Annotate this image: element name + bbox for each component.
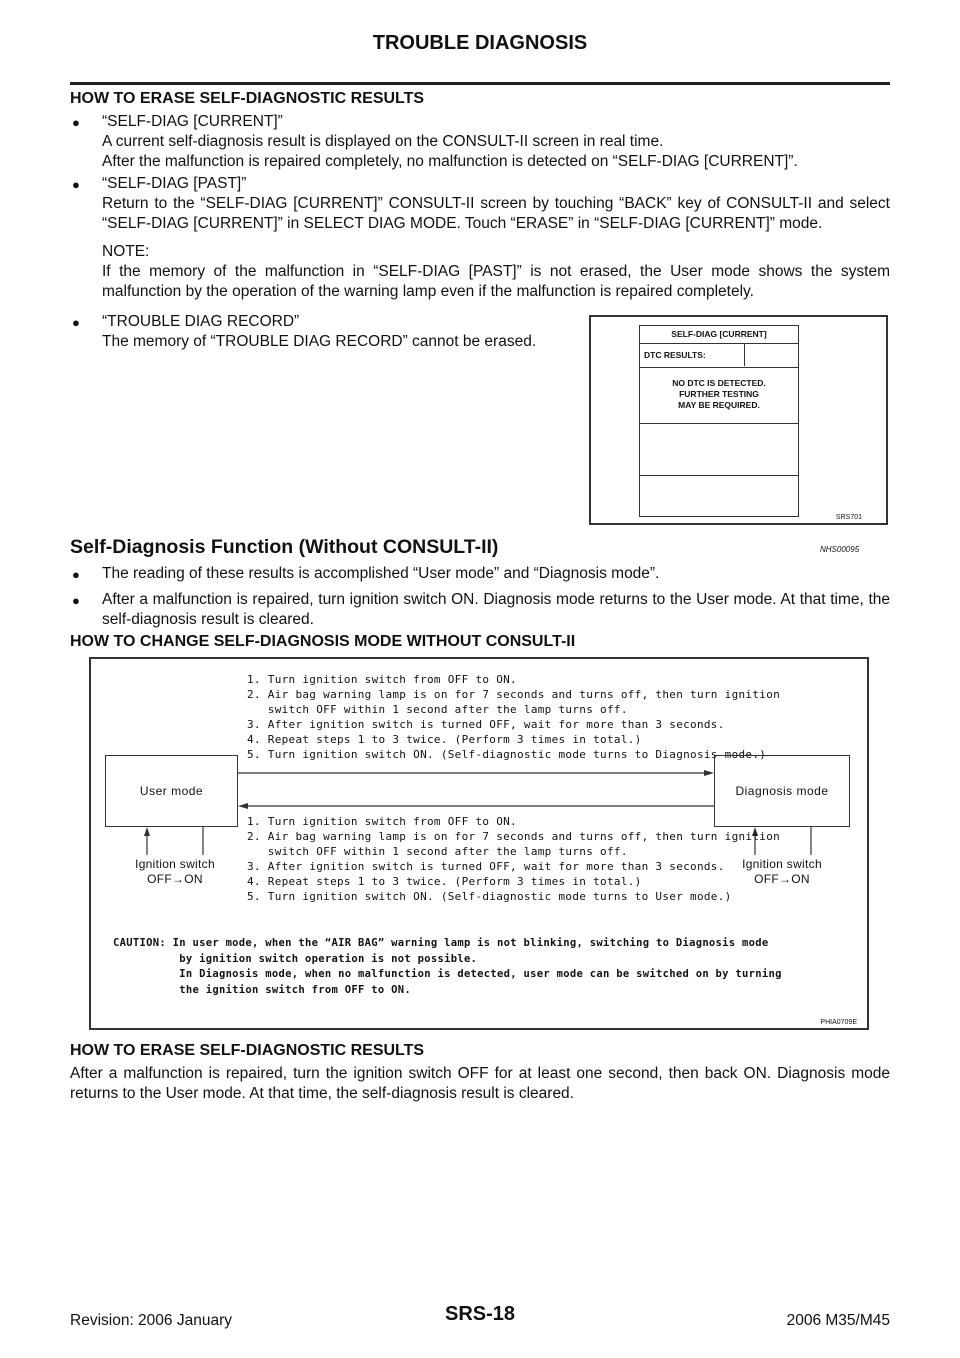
step-line: 3. After ignition switch is turned OFF, wait for more than 3 seconds. <box>247 860 725 873</box>
bullet-self-diag-current <box>102 112 890 172</box>
arrow-right-icon <box>704 770 714 776</box>
footer-model: 2006 M35/M45 <box>786 1312 890 1329</box>
step-line: switch OFF within 1 second after the lamp turns off. <box>247 845 628 858</box>
caution-line: CAUTION: In user mode, when the “AIR BAG” warning lamp is not blinking, switching to Diagnosis mode <box>113 937 769 949</box>
step-line: 4. Repeat steps 1 to 3 twice. (Perform 3 times in total.) <box>247 733 642 746</box>
caution-note <box>113 936 782 998</box>
bullet-icon: ● <box>72 315 80 330</box>
step-line: 2. Air bag warning lamp is on for 7 seconds and turns off, then turn ignition <box>247 688 781 701</box>
bullet-line: A current self-diagnosis result is displayed on the CONSULT-II screen in real time. <box>102 133 664 150</box>
step-line: 3. After ignition switch is turned OFF, wait for more than 3 seconds. <box>247 718 725 731</box>
section-heading-change-mode: HOW TO CHANGE SELF-DIAGNOSIS MODE WITHOUT CONSULT-II <box>70 633 576 650</box>
bullet-line: After the malfunction is repaired completely, no malfunction is detected on “SELF-DIAG [CURRENT]”. <box>102 153 798 170</box>
arrow-up-icon <box>144 827 150 836</box>
user-mode-box: User mode <box>105 755 238 827</box>
bullet-icon: ● <box>72 115 80 130</box>
bullet-icon: ● <box>72 177 80 192</box>
dtc-row <box>640 344 798 368</box>
bullet-after-repair: After a malfunction is repaired, turn ignition switch ON. Diagnosis mode returns to the User mode. At that time, the self-diagnosis result is cleared. <box>102 591 890 628</box>
page-header-title: TROUBLE DIAGNOSIS <box>372 32 588 54</box>
consult-screen <box>639 325 799 517</box>
section-heading-self-diagnosis: Self-Diagnosis Function (Without CONSULT-II) <box>70 536 499 558</box>
step-line: switch OFF within 1 second after the lamp turns off. <box>247 703 628 716</box>
caution-line: In Diagnosis mode, when no malfunction is detected, user mode can be switched on by turning <box>113 968 782 980</box>
dtc-label: DTC RESULTS: <box>640 344 745 366</box>
step-line: 5. Turn ignition switch ON. (Self-diagnostic mode turns to Diagnosis mode.) <box>247 748 767 761</box>
footer-revision: Revision: 2006 January <box>70 1312 232 1329</box>
ignition-value: OFF→ON <box>147 872 203 886</box>
note-label: NOTE: <box>102 243 150 260</box>
step-line: 2. Air bag warning lamp is on for 7 seconds and turns off, then turn ignition <box>247 830 781 843</box>
bullet-title: “TROUBLE DIAG RECORD” <box>102 313 300 330</box>
bullet-trouble-diag-record <box>102 312 582 352</box>
note-text: If the memory of the malfunction in “SELF-DIAG [PAST]” is not erased, the User mode shows the system malfunction by the operation of the warning lamp even if the malfunction is repaired completely. <box>102 263 890 300</box>
bullet-text: The memory of “TROUBLE DIAG RECORD” cannot be erased. <box>102 333 537 350</box>
erase-results-text: After a malfunction is repaired, turn the ignition switch OFF for at least one second, then back ON. Diagnosis mode returns to the User mode. At that time, the self-diagnosis result is cleared. <box>70 1065 890 1102</box>
header-divider <box>70 82 890 85</box>
diagnosis-mode-box: Diagnosis mode <box>714 755 850 827</box>
section-heading-erase-results: HOW TO ERASE SELF-DIAGNOSTIC RESULTS <box>70 90 425 107</box>
figure-code: PHIA0709E <box>820 1019 857 1026</box>
bullet-icon: ● <box>72 593 80 608</box>
mode-change-diagram <box>89 657 869 1030</box>
screen-empty-row <box>640 424 798 476</box>
screen-title: SELF-DIAG [CURRENT] <box>640 326 798 344</box>
step-line: 1. Turn ignition switch from OFF to ON. <box>247 815 517 828</box>
bullet-icon: ● <box>72 567 80 582</box>
bullet-text: Return to the “SELF-DIAG [CURRENT]” CONSULT-II screen by touching “BACK” key of CONSULT-II and select “SELF-DIAG [CURRENT]” in SELECT DIAG MODE. Touch “ERASE” in “SELF-DIAG [CURRENT]” mode. <box>102 195 890 232</box>
message-line: FURTHER TESTING <box>679 389 759 399</box>
footer-page-number: SRS-18 <box>444 1303 516 1325</box>
caution-line: by ignition switch operation is not possible. <box>113 952 478 965</box>
ignition-value: OFF→ON <box>754 872 810 886</box>
section-heading-erase-results-2: HOW TO ERASE SELF-DIAGNOSTIC RESULTS <box>70 1042 425 1059</box>
ignition-label: Ignition switch <box>742 857 822 871</box>
message-line: MAY BE REQUIRED. <box>678 400 760 410</box>
bullet-self-diag-past <box>102 174 890 302</box>
consult-screen-figure <box>589 315 888 525</box>
message-line: NO DTC IS DETECTED. <box>672 378 766 388</box>
caution-line: the ignition switch from OFF to ON. <box>113 983 411 996</box>
step-line: 4. Repeat steps 1 to 3 twice. (Perform 3 times in total.) <box>247 875 642 888</box>
dtc-message <box>640 368 798 424</box>
bullet-reading-results: The reading of these results is accomplished “User mode” and “Diagnosis mode”. <box>102 565 660 582</box>
step-line: 5. Turn ignition switch ON. (Self-diagnostic mode turns to User mode.) <box>247 890 732 903</box>
user-ignition-label <box>127 857 223 887</box>
figure-code: SRS701 <box>835 514 862 521</box>
step-line: 1. Turn ignition switch from OFF to ON. <box>247 673 517 686</box>
bullet-title: “SELF-DIAG [PAST]” <box>102 175 247 192</box>
reference-code: NHS00095 <box>820 545 860 554</box>
steps-to-user <box>247 814 780 904</box>
ignition-label: Ignition switch <box>135 857 215 871</box>
bullet-title: “SELF-DIAG [CURRENT]” <box>102 113 283 130</box>
arrow-left-icon <box>238 803 248 809</box>
